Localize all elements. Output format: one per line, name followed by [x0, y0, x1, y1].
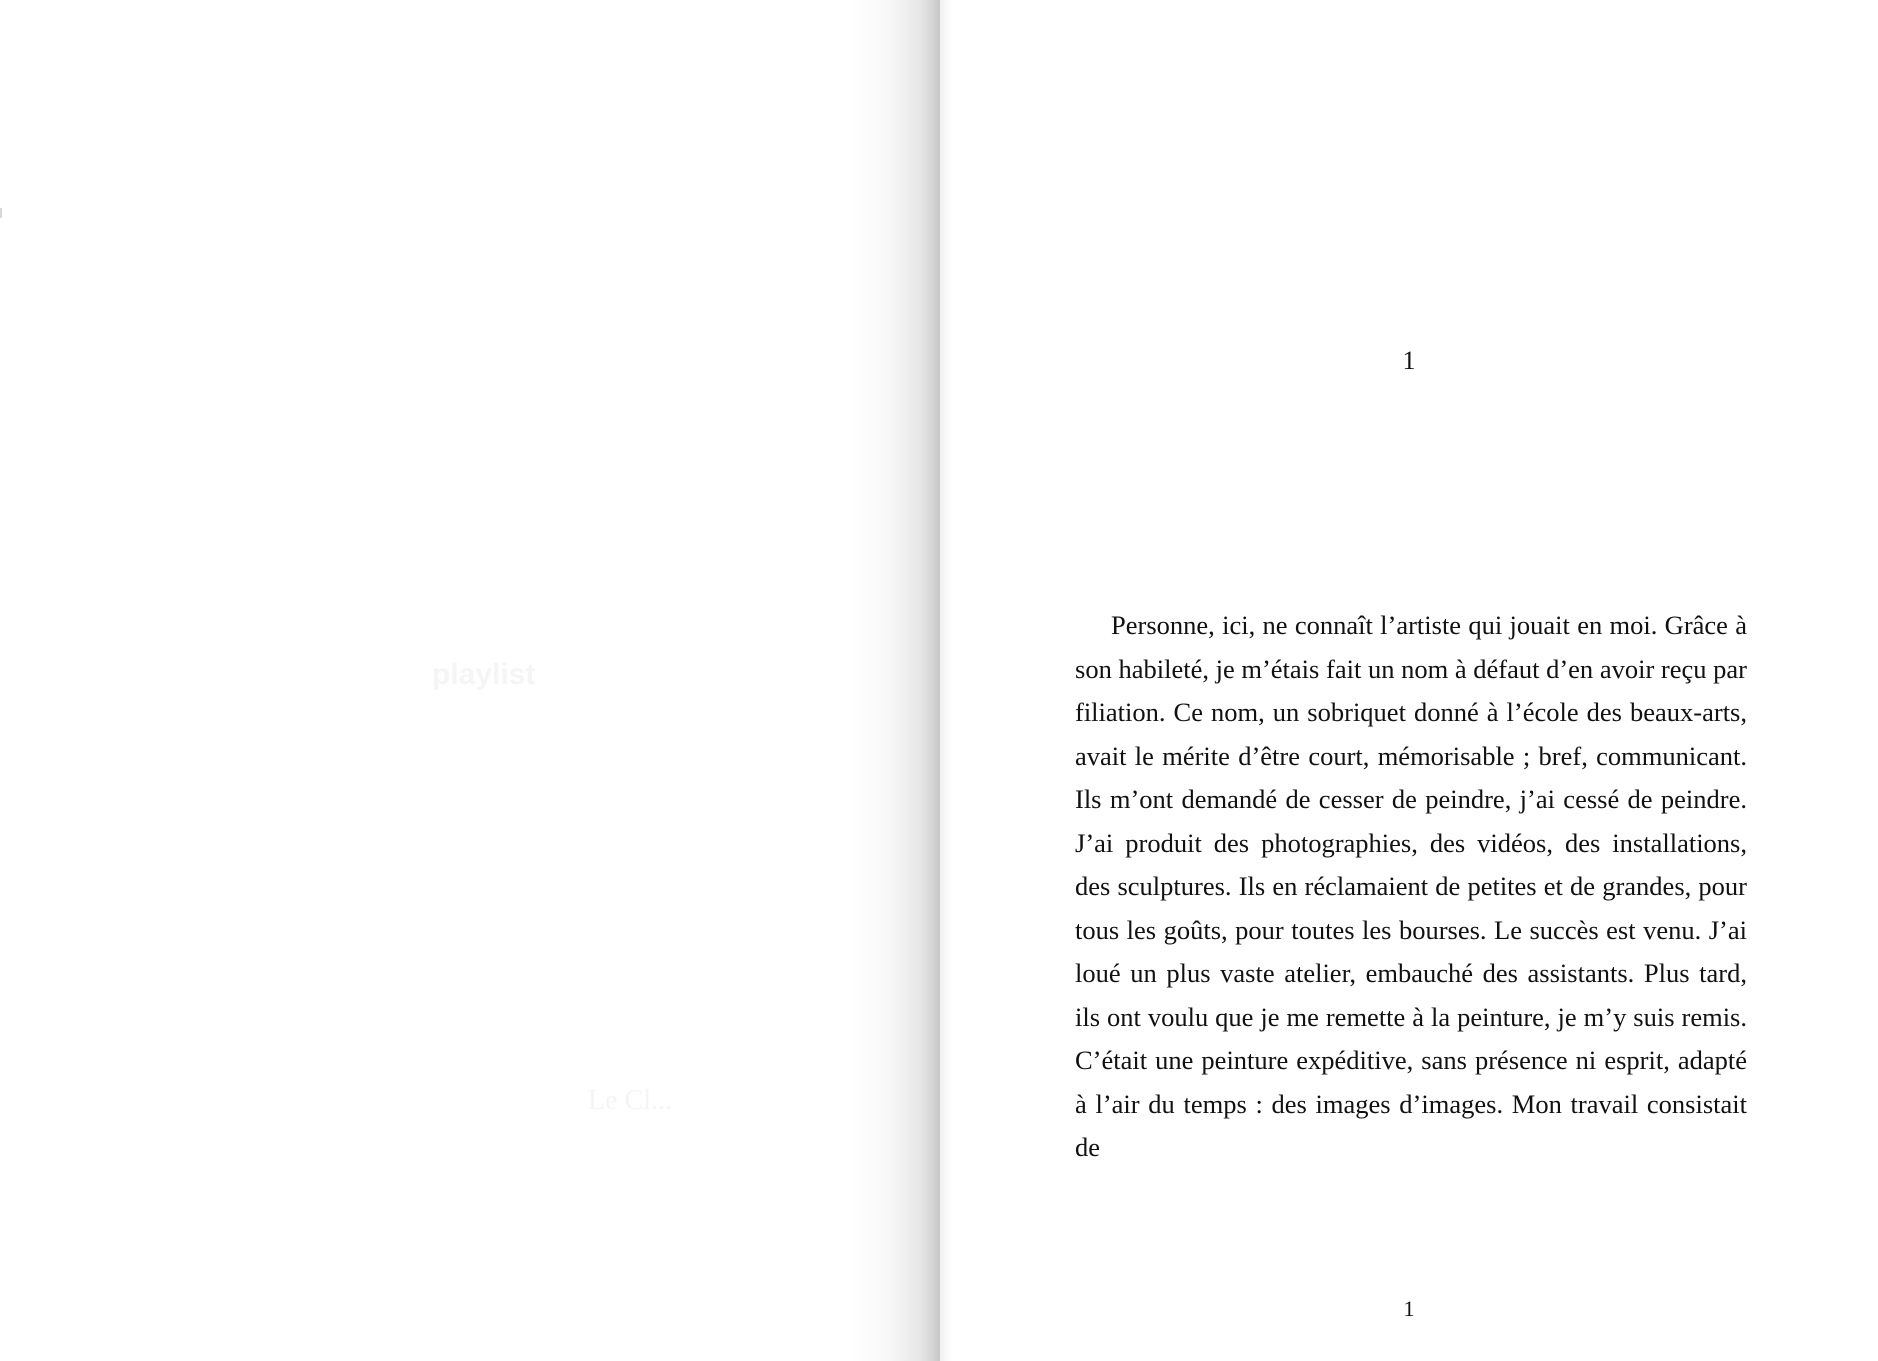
right-page[interactable]	[940, 0, 1878, 1361]
page-number: 1	[1403, 1296, 1415, 1321]
page-edge-mark	[0, 208, 2, 218]
chapter-number: 1	[1402, 346, 1416, 375]
show-through-text: playlist	[432, 658, 536, 691]
body-paragraph: Personne, ici, ne connaît l’artiste qui jouait en moi. Grâce à son habileté, je m’étais fait un nom à défaut d’en avoir reçu par filiation. Ce nom, un sobriquet donné à l’école des beaux-arts, avait le mérite d’être court, mémorisable ; bref, communicant. Ils m’ont demandé de cesser de peindre, j’ai cessé de peindre. J’ai produit des photographies, des vidéos, des installations, des sculptures. Ils en réclamaient de petites et de grandes, pour tous les goûts, pour toutes les bourses. Le succès est venu. J’ai loué un plus vaste atelier, embauché des assistants. Plus tard, ils ont voulu que je me remette à la peinture, je m’y suis remis. C’était une peinture expéditive, sans présence ni esprit, adapté à l’air du temps : des images d’images. Mon travail consistait de	[1075, 610, 1747, 1162]
show-through-text: Le Cl...	[588, 1085, 672, 1116]
